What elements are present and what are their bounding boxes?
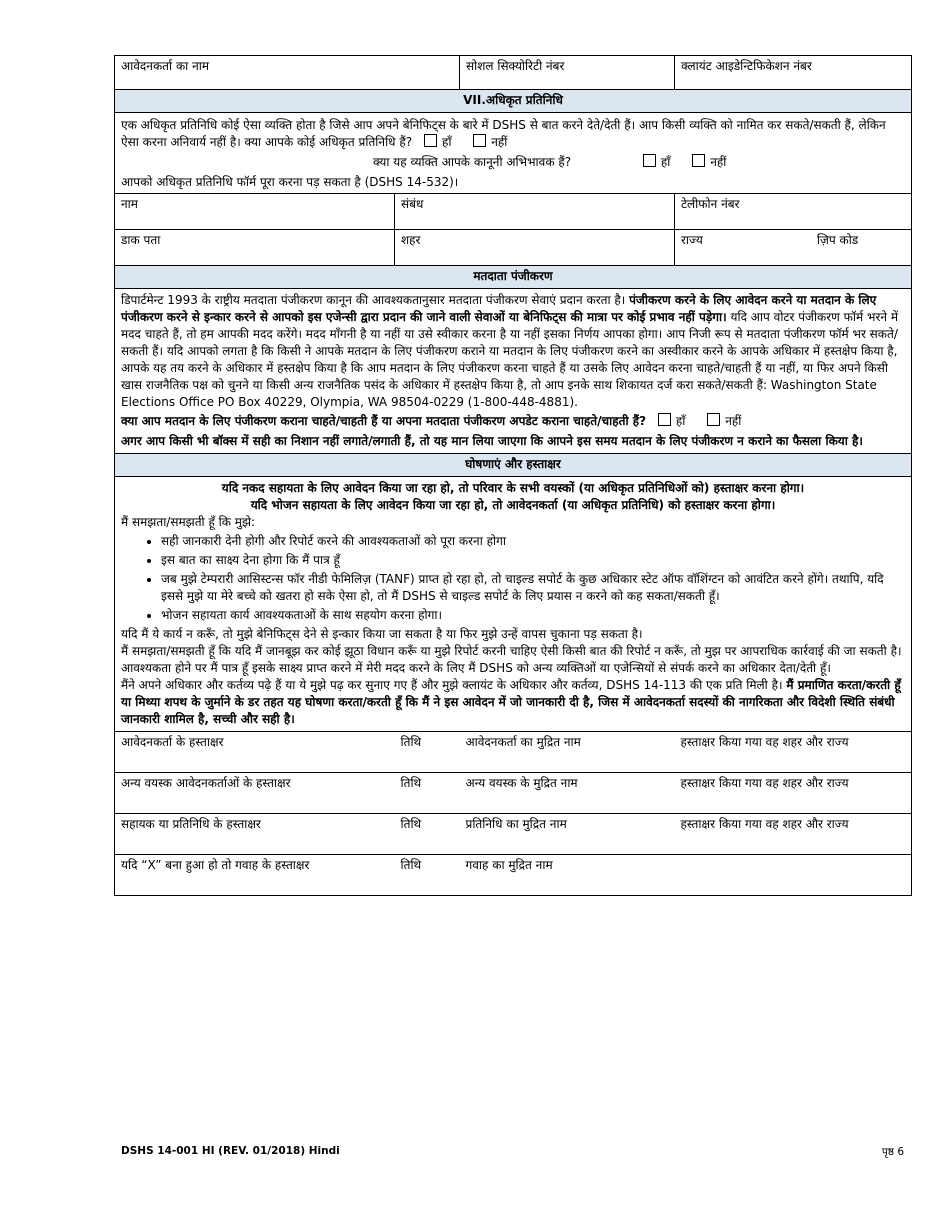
date-field[interactable] xyxy=(395,855,460,896)
list-item: • भोजन सहायता कार्य आवश्यकताओं के साथ सहयोग करना होगा। xyxy=(161,607,905,624)
understand-heading: मैं समझता/समझती हूँ कि मुझे: xyxy=(121,515,256,529)
date-label: तिथि xyxy=(400,858,422,872)
voter-no-effect: पंजीकरण करने के लिए आवेदन करने या मतदान के लिए पंजीकरण करने से इन्कार करने से आपको इस एजेन्सी द्वारा प्रदान की जाने वाली सेवाओं या बेनिफिट्स की मात्रा पर कोई प्रभाव नहीं पड़ेगा। xyxy=(121,293,877,324)
ssn-field[interactable] xyxy=(460,56,675,90)
guardian-yes-checkbox[interactable] xyxy=(643,154,656,167)
form-id: DSHS 14-001 HI (REV. 01/2018) Hindi xyxy=(121,1145,340,1157)
voter-no-checkbox[interactable] xyxy=(707,413,720,426)
voter-no-label: नहीं xyxy=(725,414,742,428)
authorized-rep-block xyxy=(115,113,912,194)
identification-row xyxy=(115,56,912,90)
list-item: • इस बात का साक्ष्य देना होगा कि मैं पात्र हूँ xyxy=(161,552,905,569)
rep-state-zip-field[interactable] xyxy=(675,230,912,266)
city-state-field[interactable] xyxy=(675,814,912,855)
list-item: • सही जानकारी देनी होगी और रिपोर्ट करने की आवश्यकताओं को पूरा करना होगा xyxy=(161,533,905,550)
voter-title: मतदाता पंजीकरण xyxy=(115,266,912,289)
client-id-label: क्लायंट आइडेन्टिफिकेशन नंबर xyxy=(681,59,812,73)
signature-label: आवेदनकर्ता के हस्ताक्षर xyxy=(121,735,224,749)
printed-name-label: आवेदनकर्ता का मुद्रित नाम xyxy=(465,735,581,749)
rep-state-label: राज्य xyxy=(681,233,703,247)
printed-name-field[interactable] xyxy=(460,855,675,896)
date-field[interactable] xyxy=(395,732,460,773)
food-note: यदि भोजन सहायता के लिए आवेदन किया जा रहा हो, तो आवेदनकर्ता (या अधिकृत प्रतिनिधि) को हस्ताक्षर करना होगा। xyxy=(250,498,776,512)
printed-name-label: प्रतिनिधि का मुद्रित नाम xyxy=(465,817,567,831)
rights-paragraph: मैंने अपने अधिकार और कर्तव्य पढ़े हैं या ये मुझे पढ़ कर सुनाए गए हैं और मुझे क्लायंट के अधिकार और कर्तव्य, DSHS 14-113 की एक प्रति मिली है। xyxy=(121,678,787,692)
signature-field[interactable] xyxy=(115,732,395,773)
voter-details: यदि आप वोटर पंजीकरण फॉर्म भरने में मदद चाहते हैं, तो हम आपकी मदद करेंगे। मदद माँगनी है या नहीं या उसे स्वीकार करना है या नहीं इसका निर्णय आपका होगा। आप निजी रूप से मतदाता पंजीकरण फॉर्म भर सकते/सकती हैं। यदि आपको लगता है कि किसी ने आपके मतदान के लिए पंजीकरण कराने या मतदान के लिए पंजीकरण करने का अस्वीकार करने के आपके अधिकार में हस्तक्षेप किया है, आपके यह तय करने के अधिकार में हस्तक्षेप किया है कि आप मतदान के लिए पंजीकरण करना चाहते हैं या उसके लिए आवेदन करना चाहते/चाहती हैं या नहीं, या फिर अपने किसी खास राजनैतिक पक्ष को चुनने या किसी अन्य राजनैतिक पसंद के अधिकार में हस्तक्षेप किया है, तो आप इनके साथ शिकायत दर्ज करा सकते/सकती हैं: Washington State Elections Office PO Box 40229, Olympia, WA 98504-0229 (1-800-448-4881). xyxy=(121,310,899,409)
date-field[interactable] xyxy=(395,814,460,855)
responsibilities-list xyxy=(121,533,905,624)
rep-relation-label: संबंध xyxy=(401,197,424,211)
city-state-field[interactable] xyxy=(675,732,912,773)
date-label: तिथि xyxy=(400,817,422,831)
deny-paragraph: यदि मैं ये कार्य न करूँ, तो मुझे बेनिफिट्स देने से इन्कार किया जा सकता है या फिर मुझे उन्हें वापस चुकाना पड़ सकता है। xyxy=(121,627,643,641)
rep-address-field[interactable] xyxy=(115,230,395,266)
rep-name-field[interactable] xyxy=(115,194,395,230)
voter-yes-checkbox[interactable] xyxy=(658,413,671,426)
city-state-label: हस्ताक्षर किया गया वह शहर और राज्य xyxy=(680,735,849,749)
signature-label: सहायक या प्रतिनिधि के हस्ताक्षर xyxy=(121,817,261,831)
guardian-question: क्या यह व्यक्ति आपके कानूनी अभिभावक हैं? xyxy=(373,155,572,169)
printed-name-field[interactable] xyxy=(460,814,675,855)
section-7-title: VII.अधिकृत प्रतिनिधि xyxy=(115,90,912,113)
printed-name-label: अन्य वयस्क के मुद्रित नाम xyxy=(465,776,578,790)
rep-phone-label: टेलीफोन नंबर xyxy=(681,197,740,211)
printed-name-label: गवाह का मुद्रित नाम xyxy=(465,858,553,872)
date-label: तिथि xyxy=(400,776,422,790)
rep-city-label: शहर xyxy=(401,233,421,247)
voter-yes-label: हाँ xyxy=(675,414,686,428)
rep-no-checkbox[interactable] xyxy=(473,134,486,147)
guardian-no-label: नहीं xyxy=(710,155,727,169)
signature-label: अन्य वयस्क आवेदनकर्ताओं के हस्ताक्षर xyxy=(121,776,291,790)
city-state-label: हस्ताक्षर किया गया वह शहर और राज्य xyxy=(680,776,849,790)
page-number: पृष्ठ 6 xyxy=(881,1146,904,1158)
certification-statement: मैं प्रमाणित करता/करती हूँ या मिथ्या शपथ के जुर्माने के डर तहत यह घोषणा करता/करती हूँ कि मैं ने इस आवेदन में जो जानकारी दी है, जिस में आवेदनकर्ता सदस्यों की नागरिकता और विदेशी स्थिति संबंधी जानकारी शामिल है, सच्ची और सही है। xyxy=(121,678,901,726)
applicant-name-label: आवेदनकर्ता का नाम xyxy=(121,59,210,73)
rep-city-field[interactable] xyxy=(395,230,675,266)
city-state-field xyxy=(675,855,912,896)
city-state-label: हस्ताक्षर किया गया वह शहर और राज्य xyxy=(680,817,849,831)
guardian-yes-label: हाँ xyxy=(660,155,671,169)
rep-yes-label: हाँ xyxy=(441,135,452,149)
printed-name-field[interactable] xyxy=(460,773,675,814)
rep-yes-checkbox[interactable] xyxy=(424,134,437,147)
voter-warning: अगर आप किसी भी बॉक्स में सही का निशान नहीं लगाते/लगाती हैं, तो यह मान लिया जाएगा कि आपने इस समय मतदान के लिए पंजीकरण न कराने का फैसला किया है। xyxy=(121,434,863,448)
rep-form-note: आपको अधिकृत प्रतिनिधि फॉर्म पूरा करना पड़ सकता है (DSHS 14-532)। xyxy=(121,175,459,189)
signature-field[interactable] xyxy=(115,773,395,814)
rep-phone-field[interactable] xyxy=(675,194,912,230)
printed-name-field[interactable] xyxy=(460,732,675,773)
ssn-label: सोशल सिक्योरिटी नंबर xyxy=(466,59,565,73)
form-page xyxy=(114,55,911,896)
contact-paragraph: आवश्यकता होने पर मैं पात्र हूँ इसके साक्ष्य प्राप्त करने में मेरी मदद करने के लिए मैं DSHS को अन्य व्यक्तिओं या एजेन्सियों से संपर्क करने का अधिकार देता/देती हूँ। xyxy=(121,661,831,675)
rep-zip-label: ज़िप कोड xyxy=(816,233,859,247)
city-state-field[interactable] xyxy=(675,773,912,814)
list-item: • जब मुझे टेम्परारी आसिस्टन्स फॉर नीडी फेमिलिज़ (TANF) प्राप्त हो रहा हो, तो चाइल्ड सपोर्ट के कुछ अधिकार स्टेट ऑफ वॉशिंग्टन को आवंटित करने होंगे। तथापि, यदि इससे मुझे या मेरे बच्चे को खतरा हो सके ऐसा हो, तो मैं DSHS से चाइल्ड सपोर्ट के लिए प्रयास न करने को कह सकता/सकती हूँ। xyxy=(161,571,905,605)
date-field[interactable] xyxy=(395,773,460,814)
guardian-no-checkbox[interactable] xyxy=(692,154,705,167)
date-label: तिथि xyxy=(400,735,422,749)
rep-no-label: नहीं xyxy=(491,135,508,149)
authorized-rep-intro: एक अधिकृत प्रतिनिधि कोई ऐसा व्यक्ति होता है जिसे आप अपने बेनिफिट्स के बारे में DSHS से बात करने देते/देती हैं। आप किसी व्यक्ति को नामित कर सकते/सकती हैं, लेकिन ऐसा करना अनिवार्य नहीं है। क्या आपके कोई अधिकृत प्रतिनिधि हैं? xyxy=(121,118,886,149)
cash-note: यदि नकद सहायता के लिए आवेदन किया जा रहा हो, तो परिवार के सभी वयस्कों (या अधिकृत प्रतिनिधिओं को) हस्ताक्षर करना होगा। xyxy=(221,481,805,495)
signature-label: यदि “X” बना हुआ हो तो गवाह के हस्ताक्षर xyxy=(121,858,310,872)
signature-field[interactable] xyxy=(115,814,395,855)
false-statement-paragraph: मैं समझता/समझती हूँ कि यदि मैं जानबूझ कर कोई झूठा विधान करूँ या मुझे रिपोर्ट करनी चाहिए ऐसी किसी बात की रिपोर्ट न करूँ, तो मुझ पर आपराधिक कार्रवाई की जा सकती है। xyxy=(121,644,902,658)
rep-name-label: नाम xyxy=(121,197,138,211)
signature-row xyxy=(115,814,912,855)
applicant-name-field[interactable] xyxy=(115,56,460,90)
voter-question: क्या आप मतदान के लिए पंजीकरण कराना चाहते/चाहती हैं या अपना मतदाता पंजीकरण अपडेट कराना चाहते/चाहती हैं? xyxy=(121,414,647,428)
signature-row xyxy=(115,732,912,773)
voter-block xyxy=(115,289,912,454)
signature-row xyxy=(115,773,912,814)
signature-field[interactable] xyxy=(115,855,395,896)
signature-row xyxy=(115,855,912,896)
client-id-field[interactable] xyxy=(675,56,912,90)
rep-address-label: डाक पता xyxy=(121,233,161,247)
rep-relation-field[interactable] xyxy=(395,194,675,230)
form-table xyxy=(114,55,912,896)
declarations-block xyxy=(115,477,912,732)
declarations-title: घोषणाएं और हस्ताक्षर xyxy=(115,454,912,477)
voter-intro: डिपार्टमेन्ट 1993 के राष्ट्रीय मतदाता पंजीकरण कानून की आवश्यकतानुसार मतदाता पंजीकरण सेवाएं प्रदान करता है। xyxy=(121,293,630,307)
